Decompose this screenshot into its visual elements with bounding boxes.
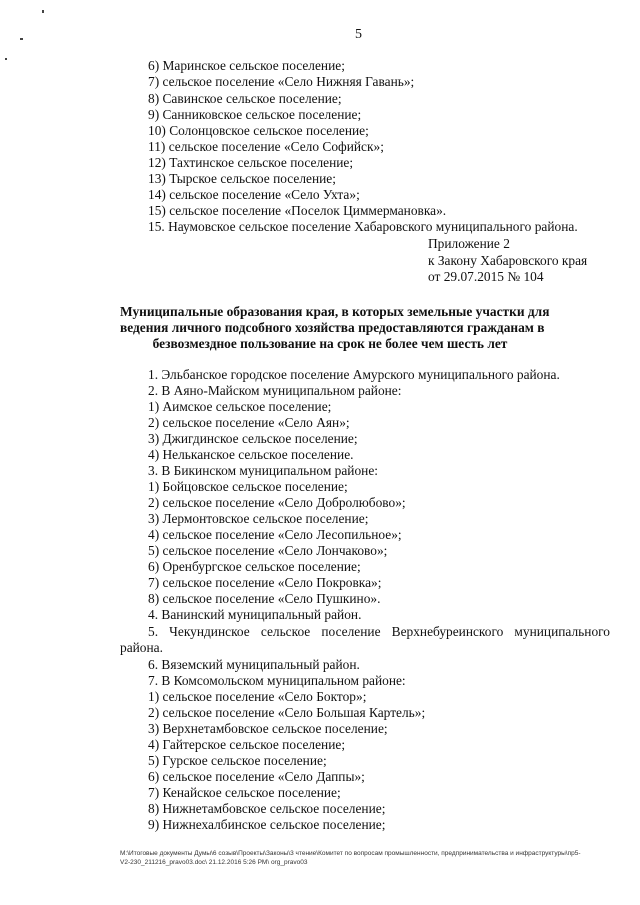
list-item: 2) сельское поселение «Село Большая Картель»; (148, 705, 426, 720)
list-item: 6) Оренбургское сельское поселение; (148, 559, 361, 574)
scan-speck (5, 58, 7, 60)
list-item: 11) сельское поселение «Село Софийск»; (148, 139, 384, 154)
list-item: 10) Солонцовское сельское поселение; (148, 123, 369, 138)
appendix-law: к Закону Хабаровского края (428, 253, 588, 268)
list-item: 3. В Бикинском муниципальном районе: (148, 463, 379, 478)
list-item: 6) Маринское сельское поселение; (148, 58, 345, 73)
list-item: 7. В Комсомольском муниципальном районе: (148, 673, 406, 688)
list-item: 4) сельское поселение «Село Лесопильное»; (148, 527, 402, 542)
list-item-justified: 5. Чекундинское сельское поселение Верхнебуреинского муниципального (148, 624, 610, 639)
list-item: 3) Лермонтовское сельское поселение; (148, 511, 369, 526)
page-number: 5 (355, 27, 362, 42)
heading-line: ведения личного подсобного хозяйства предоставляются гражданам в (120, 320, 545, 335)
list-item: 7) сельское поселение «Село Покровка»; (148, 575, 382, 590)
list-item: 7) Кенайское сельское поселение; (148, 785, 341, 800)
list-item: 5) сельское поселение «Село Лончаково»; (148, 543, 388, 558)
heading-line: Муниципальные образования края, в которых земельные участки для (120, 304, 550, 319)
list-item: 6) сельское поселение «Село Даппы»; (148, 769, 365, 784)
list-item: 4) Гайтерское сельское поселение; (148, 737, 346, 752)
appendix-date: от 29.07.2015 № 104 (428, 269, 544, 284)
list-item: 9) Санниковское сельское поселение; (148, 107, 362, 122)
list-item: 4. Ванинский муниципальный район. (148, 607, 362, 622)
list-item: 6. Вяземский муниципальный район. (148, 657, 360, 672)
list-item: 5) Гурское сельское поселение; (148, 753, 327, 768)
list-item: 8) Савинское сельское поселение; (148, 91, 342, 106)
list-item: 7) сельское поселение «Село Нижняя Гавань»; (148, 74, 415, 89)
scan-speck (20, 38, 23, 40)
footer-path-line: M:\Итоговые документы Думы\6 созыв\Проекты\Законы\3 чтение\Комитет по вопросам промышленности, предпринимательства и инфраструктуры\пр5- (120, 850, 581, 857)
list-item: 15) сельское поселение «Поселок Циммермановка». (148, 203, 447, 218)
list-item: 4) Нельканское сельское поселение. (148, 447, 354, 462)
list-item: 15. Наумовское сельское поселение Хабаровского муниципального района. (148, 219, 578, 234)
footer-path-line: V2-230_211216_pravo03.doc\ 21.12.2016 5:26 PM\ org_pravo03 (120, 859, 308, 866)
list-item: 13) Тырское сельское поселение; (148, 171, 336, 186)
list-item: 1) Аимское сельское поселение; (148, 399, 332, 414)
list-item: 8) Нижнетамбовское сельское поселение; (148, 801, 386, 816)
scan-speck (42, 10, 44, 13)
list-item: 2) сельское поселение «Село Аян»; (148, 415, 350, 430)
list-item: 12) Тахтинское сельское поселение; (148, 155, 354, 170)
heading-line: безвозмездное пользование на срок не более чем шесть лет (152, 336, 508, 351)
list-item: 1) Бойцовское сельское поселение; (148, 479, 348, 494)
list-item: 14) сельское поселение «Село Ухта»; (148, 187, 360, 202)
list-item: 8) сельское поселение «Село Пушкино». (148, 591, 381, 606)
list-item: 2. В Аяно-Майском муниципальном районе: (148, 383, 402, 398)
list-item: 1) сельское поселение «Село Боктор»; (148, 689, 367, 704)
list-item: 1. Эльбанское городское поселение Амурского муниципального района. (148, 367, 560, 382)
list-item: 2) сельское поселение «Село Добролюбово»; (148, 495, 406, 510)
list-item: 3) Джигдинское сельское поселение; (148, 431, 358, 446)
list-item-continuation: района. (120, 640, 163, 655)
list-item: 3) Верхнетамбовское сельское поселение; (148, 721, 388, 736)
appendix-title: Приложение 2 (428, 236, 510, 251)
list-item: 9) Нижнехалбинское сельское поселение; (148, 817, 386, 832)
